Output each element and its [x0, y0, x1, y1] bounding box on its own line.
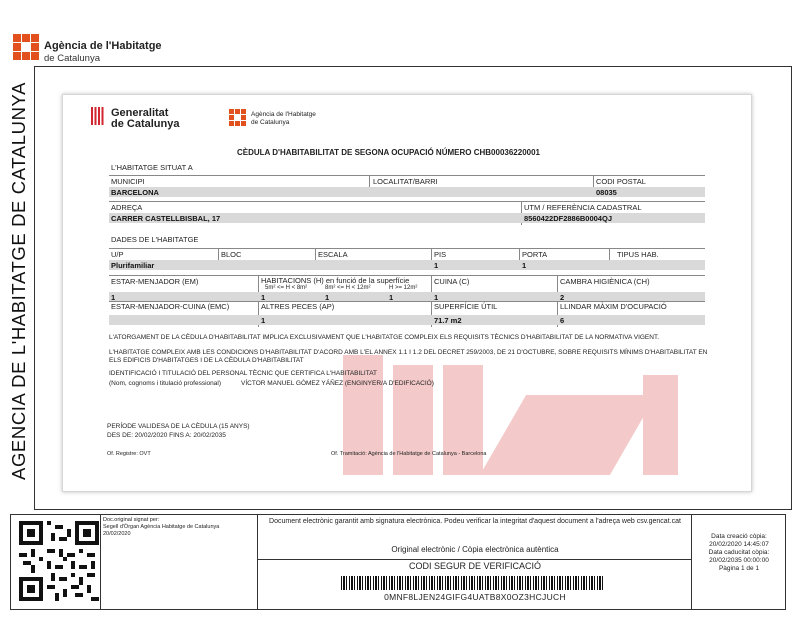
qr-code [19, 521, 99, 601]
altres-label: ALTRES PECES (AP) [261, 302, 335, 311]
hab-value-2: 1 [325, 293, 330, 302]
tecnic-title: IDENTIFICACIÓ I TITULACIÓ DEL PERSONAL TÈCNIC QUE CERTIFICA L'HABITABILITAT [109, 370, 378, 377]
agency-name: Agència de l'Habitatge [44, 40, 162, 52]
side-agency-text: AGENCIA DE L'HABITATGE DE CATALUNYA [8, 81, 29, 480]
llindar-label: LLINDAR MÀXIM D'OCUPACIÓ [560, 302, 667, 311]
original-copy-label: Original electrònic / Còpia electrònica autèntica [391, 545, 559, 554]
validity-period: PERÍODE VALIDESA DE LA CÈDULA (15 ANYS) [107, 423, 250, 430]
cuina-label: CUINA (C) [434, 277, 470, 286]
llindar-value: 6 [560, 316, 565, 325]
creation-date-label: Data creació còpia: [711, 533, 767, 540]
registry-office: Of. Registre: OVT [107, 451, 151, 457]
cuina-value: 1 [434, 293, 439, 302]
watermark-bar [480, 395, 656, 475]
generalitat-name-sub: de Catalunya [111, 118, 180, 130]
validity-dates: DES DE: 20/02/2020 FINS A: 20/02/2035 [107, 432, 226, 439]
bloc-label: BLOC [221, 250, 242, 259]
porta-value: 1 [522, 261, 527, 270]
dades-label: DADES DE L'HABITATGE [111, 235, 199, 244]
csv-barcode [341, 576, 603, 590]
page-number: Pàgina 1 de 1 [718, 565, 760, 572]
cp-label: CODI POSTAL [596, 177, 646, 186]
legal-paragraph-2: L'HABITATGE COMPLEIX AMB LES CONDICIONS D'HABITABILITAT D'ACORD AMB L'EL ANNEX 1.1 I 1.2 DEL DECRET 259/2003, DE 21 D'OCTUBRE, SOBRE REQUISITS MÍNIMS D'HABITABILITAT EN ELS EDIFICIS D'HABITATGES I DE LA CÈDULA D'HABITABILITAT [109, 349, 708, 364]
cambra-value: 2 [560, 293, 565, 302]
certificate-document [62, 94, 752, 492]
expiry-date-value: 20/02/2035 00:00:00 [709, 557, 769, 564]
cp-value: 08035 [596, 188, 617, 197]
pis-value: 1 [434, 261, 439, 270]
processing-office: Of. Tramitació: Agència de l'Habitatge de Catalunya - Barcelona [331, 451, 487, 457]
generalitat-name: Generalitat [111, 107, 169, 119]
csv-title: CODI SEGUR DE VERIFICACIÓ [408, 561, 542, 571]
agency-logo [13, 34, 39, 60]
cambra-label: CAMBRA HIGIÈNICA (CH) [560, 277, 650, 286]
tecnic-label: (Nom, cognoms i titulació professional) [109, 380, 221, 387]
superficie-label: SUPERFÍCIE ÚTIL [434, 302, 498, 311]
signed-by-entity: Segell d'Òrgan Agència Habitatge de Catalunya [103, 524, 220, 530]
tecnic-value: VÍCTOR MANUEL GÓMEZ YÁÑEZ (ENGINYER/A D'EDIFICACIÓ) [241, 380, 434, 387]
municipi-label: MUNICIPI [111, 177, 145, 186]
agency-subname: de Catalunya [44, 53, 100, 64]
csv-code: 0MNF8LJEN24GIFG4UATB8X0OZ3HCJUCH [384, 592, 566, 602]
adreca-label: ADREÇA [111, 203, 143, 212]
certificate-title: CÈDULA D'HABITABILITAT DE SEGONA OCUPACIÓ NÚMERO CHB00036220001 [237, 148, 540, 157]
situat-label: L'HABITATGE SITUAT A [111, 163, 193, 172]
tipus-label: TIPUS HAB. [617, 250, 659, 259]
estar-value: 1 [111, 293, 116, 302]
superficie-value: 71.7 m2 [434, 316, 462, 325]
generalitat-logo [91, 107, 105, 125]
signed-date: 20/02/2020 [103, 531, 131, 537]
altres-value: 1 [261, 316, 266, 325]
verification-footer [10, 514, 786, 610]
watermark-bar [443, 365, 483, 475]
legal-paragraph-1: L'ATORGAMENT DE LA CÈDULA D'HABITABILITAT IMPLICA EXCLUSIVAMENT QUE L'HABITATGE COMPLEIX ELS REQUISITS TÈCNICS D'HABITABILITAT DE LA NORMATIVA VIGENT. [109, 334, 660, 341]
utm-label: UTM / REFERÈNCIA CADASTRAL [524, 203, 642, 212]
emc-label: ESTAR-MENJADOR-CUINA (EMC) [111, 302, 230, 311]
habitacions-label: HABITACIONS (H) en funció de la superfície [261, 276, 410, 285]
utm-value: 8560422DF2886B0004QJ [524, 214, 612, 223]
up-value: Plurifamiliar [111, 261, 155, 270]
pis-label: PIS [434, 250, 447, 259]
watermark-bar [643, 375, 678, 475]
hab-range-1: 5m² <= H < 8m² [265, 285, 308, 291]
estar-label: ESTAR-MENJADOR (EM) [111, 277, 199, 286]
agency-small-logo [229, 109, 246, 126]
hab-value-3: 1 [389, 293, 394, 302]
adreca-value: CARRER CASTELLBISBAL, 17 [111, 214, 221, 223]
guarantee-text: Document electrònic garantit amb signatura electrònica. Podeu verificar la integritat d'aquest document a l'adreça web csv.gencat.cat [269, 518, 681, 525]
porta-label: PORTA [522, 250, 548, 259]
hab-range-3: H >= 12m² [389, 285, 418, 291]
hab-range-2: 8m² <= H < 12m² [325, 285, 371, 291]
agency-small-sub: de Catalunya [251, 119, 290, 126]
signed-by-label: Doc.original signat per: [103, 517, 160, 523]
creation-date-value: 20/02/2020 14:45:07 [709, 541, 769, 548]
expiry-date-label: Data caducitat còpia: [708, 549, 770, 556]
hab-value-1: 1 [261, 293, 266, 302]
localitat-label: LOCALITAT/BARRI [373, 177, 438, 186]
municipi-value: BARCELONA [111, 188, 159, 197]
escala-label: ESCALA [318, 250, 348, 259]
agency-small-name: Agència de l'Habitatge [251, 111, 316, 118]
up-label: U/P [111, 250, 124, 259]
